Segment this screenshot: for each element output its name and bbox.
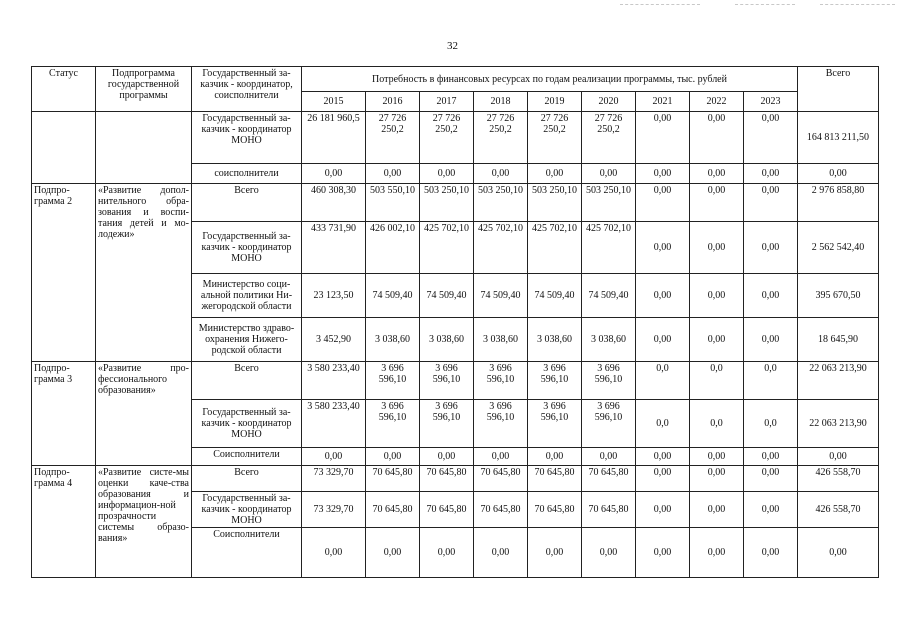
value-2018: 3 696 596,10 (474, 362, 528, 400)
total-cell: 395 670,50 (798, 274, 879, 318)
value-2022: 0,00 (690, 492, 744, 528)
status-cell (32, 112, 96, 184)
header-customer: Государственный за-казчик - координатор, соисполнители (192, 67, 302, 112)
value-2019: 74 509,40 (528, 274, 582, 318)
value-2021: 0,00 (636, 222, 690, 274)
value-2016: 503 550,10 (366, 184, 420, 222)
value-2019: 27 726 250,2 (528, 112, 582, 164)
value-2023: 0,0 (744, 362, 798, 400)
value-2015: 23 123,50 (302, 274, 366, 318)
value-2015: 0,00 (302, 448, 366, 466)
value-2022: 0,0 (690, 362, 744, 400)
value-2015: 73 329,70 (302, 492, 366, 528)
value-2022: 0,00 (690, 164, 744, 184)
value-2018: 74 509,40 (474, 274, 528, 318)
year-2017: 2017 (420, 92, 474, 112)
value-2015: 3 580 233,40 (302, 400, 366, 448)
value-2020: 70 645,80 (582, 492, 636, 528)
subprogram-status: Подпро-грамма 4 (32, 466, 96, 578)
customer-cell: Государственный за-казчик - координатор МОНО (192, 112, 302, 164)
year-2023: 2023 (744, 92, 798, 112)
table-row (32, 466, 879, 492)
customer-cell: Государственный за-казчик - координатор МОНО (192, 492, 302, 528)
value-2021: 0,00 (636, 164, 690, 184)
value-2016: 426 002,10 (366, 222, 420, 274)
customer-cell: Соисполнители (192, 448, 302, 466)
value-2018: 27 726 250,2 (474, 112, 528, 164)
value-2022: 0,00 (690, 112, 744, 164)
customer-cell: соисполнители (192, 164, 302, 184)
value-2023: 0,00 (744, 164, 798, 184)
value-2017: 0,00 (420, 448, 474, 466)
value-2021: 0,00 (636, 528, 690, 578)
value-2016: 74 509,40 (366, 274, 420, 318)
total-cell: 426 558,70 (798, 466, 879, 492)
value-2020: 3 696 596,10 (582, 400, 636, 448)
value-2022: 0,00 (690, 318, 744, 362)
value-2016: 70 645,80 (366, 466, 420, 492)
value-2021: 0,00 (636, 448, 690, 466)
value-2021: 0,00 (636, 274, 690, 318)
value-2020: 503 250,10 (582, 184, 636, 222)
value-2020: 0,00 (582, 164, 636, 184)
value-2017: 0,00 (420, 528, 474, 578)
year-2021: 2021 (636, 92, 690, 112)
value-2021: 0,0 (636, 400, 690, 448)
value-2017: 27 726 250,2 (420, 112, 474, 164)
value-2022: 0,00 (690, 528, 744, 578)
value-2019: 0,00 (528, 164, 582, 184)
value-2015: 26 181 960,5 (302, 112, 366, 164)
value-2018: 0,00 (474, 528, 528, 578)
value-2023: 0,00 (744, 112, 798, 164)
value-2020: 0,00 (582, 448, 636, 466)
value-2020: 3 038,60 (582, 318, 636, 362)
value-2022: 0,00 (690, 274, 744, 318)
value-2015: 0,00 (302, 164, 366, 184)
value-2017: 3 038,60 (420, 318, 474, 362)
value-2016: 0,00 (366, 528, 420, 578)
top-edge-mark (735, 4, 795, 6)
financing-table (31, 66, 879, 578)
year-2015: 2015 (302, 92, 366, 112)
value-2016: 3 038,60 (366, 318, 420, 362)
total-cell: 2 562 542,40 (798, 222, 879, 274)
customer-cell: Соисполнители (192, 528, 302, 578)
customer-cell: Всего (192, 466, 302, 492)
header-row (32, 67, 879, 92)
value-2023: 0,00 (744, 466, 798, 492)
value-2015: 3 580 233,40 (302, 362, 366, 400)
value-2016: 3 696 596,10 (366, 362, 420, 400)
value-2022: 0,00 (690, 184, 744, 222)
value-2017: 3 696 596,10 (420, 362, 474, 400)
value-2017: 70 645,80 (420, 466, 474, 492)
total-cell: 22 063 213,90 (798, 362, 879, 400)
value-2022: 0,00 (690, 466, 744, 492)
top-edge-mark (820, 4, 895, 6)
value-2019: 3 696 596,10 (528, 400, 582, 448)
value-2021: 0,00 (636, 184, 690, 222)
value-2018: 0,00 (474, 448, 528, 466)
value-2020: 425 702,10 (582, 222, 636, 274)
value-2022: 0,00 (690, 448, 744, 466)
value-2016: 0,00 (366, 164, 420, 184)
value-2018: 70 645,80 (474, 492, 528, 528)
year-2016: 2016 (366, 92, 420, 112)
subprogram-name: «Развитие допол-нительного обра-зования и воспи-тания детей и мо-лодежи» (96, 184, 192, 362)
year-2020: 2020 (582, 92, 636, 112)
value-2016: 70 645,80 (366, 492, 420, 528)
value-2015: 73 329,70 (302, 466, 366, 492)
value-2019: 0,00 (528, 528, 582, 578)
year-2019: 2019 (528, 92, 582, 112)
value-2019: 425 702,10 (528, 222, 582, 274)
customer-cell: Государственный за-казчик - координатор МОНО (192, 222, 302, 274)
value-2019: 503 250,10 (528, 184, 582, 222)
table-row (32, 184, 879, 222)
total-cell: 0,00 (798, 528, 879, 578)
customer-cell: Министерство соци-альной политики Ни-жегородской области (192, 274, 302, 318)
total-cell: 0,00 (798, 164, 879, 184)
value-2015: 460 308,30 (302, 184, 366, 222)
customer-cell: Всего (192, 362, 302, 400)
header-total: Всего (798, 67, 879, 112)
value-2023: 0,00 (744, 492, 798, 528)
total-cell: 2 976 858,80 (798, 184, 879, 222)
total-cell: 18 645,90 (798, 318, 879, 362)
table-row (32, 112, 879, 164)
value-2016: 0,00 (366, 448, 420, 466)
value-2022: 0,0 (690, 400, 744, 448)
value-2020: 27 726 250,2 (582, 112, 636, 164)
value-2023: 0,00 (744, 448, 798, 466)
value-2016: 3 696 596,10 (366, 400, 420, 448)
value-2019: 3 038,60 (528, 318, 582, 362)
year-2022: 2022 (690, 92, 744, 112)
value-2018: 425 702,10 (474, 222, 528, 274)
value-2021: 0,0 (636, 362, 690, 400)
header-subprogram: Подпрограмма государственной программы (96, 67, 192, 112)
value-2018: 503 250,10 (474, 184, 528, 222)
value-2017: 70 645,80 (420, 492, 474, 528)
value-2015: 3 452,90 (302, 318, 366, 362)
value-2021: 0,00 (636, 112, 690, 164)
value-2017: 503 250,10 (420, 184, 474, 222)
value-2018: 3 038,60 (474, 318, 528, 362)
value-2017: 3 696 596,10 (420, 400, 474, 448)
customer-cell: Министерство здраво-охранения Нижего-родской области (192, 318, 302, 362)
total-cell: 164 813 211,50 (798, 112, 879, 164)
value-2023: 0,00 (744, 274, 798, 318)
value-2019: 70 645,80 (528, 466, 582, 492)
value-2018: 70 645,80 (474, 466, 528, 492)
table-row (32, 362, 879, 400)
value-2023: 0,00 (744, 184, 798, 222)
value-2019: 70 645,80 (528, 492, 582, 528)
value-2015: 0,00 (302, 528, 366, 578)
header-need: Потребность в финансовых ресурсах по годам реализации программы, тыс. рублей (302, 67, 798, 92)
year-2018: 2018 (474, 92, 528, 112)
top-edge-mark (620, 4, 700, 6)
value-2019: 3 696 596,10 (528, 362, 582, 400)
value-2021: 0,00 (636, 492, 690, 528)
total-cell: 426 558,70 (798, 492, 879, 528)
subprogram-name: «Развитие про-фессионального образования» (96, 362, 192, 466)
value-2020: 70 645,80 (582, 466, 636, 492)
value-2023: 0,00 (744, 528, 798, 578)
value-2018: 3 696 596,10 (474, 400, 528, 448)
total-cell: 0,00 (798, 448, 879, 466)
subprogram-status: Подпро-грамма 3 (32, 362, 96, 466)
value-2023: 0,0 (744, 400, 798, 448)
value-2015: 433 731,90 (302, 222, 366, 274)
value-2021: 0,00 (636, 318, 690, 362)
value-2017: 425 702,10 (420, 222, 474, 274)
value-2023: 0,00 (744, 222, 798, 274)
value-2017: 0,00 (420, 164, 474, 184)
customer-cell: Государственный за-казчик - координатор МОНО (192, 400, 302, 448)
value-2021: 0,00 (636, 466, 690, 492)
header-status: Статус (32, 67, 96, 112)
total-cell: 22 063 213,90 (798, 400, 879, 448)
value-2016: 27 726 250,2 (366, 112, 420, 164)
subprogram-name: «Развитие систе-мы оценки каче-ства образования и информацион-ной прозрачности системы образо-вания» (96, 466, 192, 578)
subprogram-cell (96, 112, 192, 184)
page-number: 32 (447, 40, 458, 52)
subprogram-status: Подпро-грамма 2 (32, 184, 96, 362)
value-2017: 74 509,40 (420, 274, 474, 318)
value-2020: 0,00 (582, 528, 636, 578)
value-2022: 0,00 (690, 222, 744, 274)
value-2018: 0,00 (474, 164, 528, 184)
value-2020: 3 696 596,10 (582, 362, 636, 400)
value-2019: 0,00 (528, 448, 582, 466)
value-2020: 74 509,40 (582, 274, 636, 318)
value-2023: 0,00 (744, 318, 798, 362)
customer-cell: Всего (192, 184, 302, 222)
